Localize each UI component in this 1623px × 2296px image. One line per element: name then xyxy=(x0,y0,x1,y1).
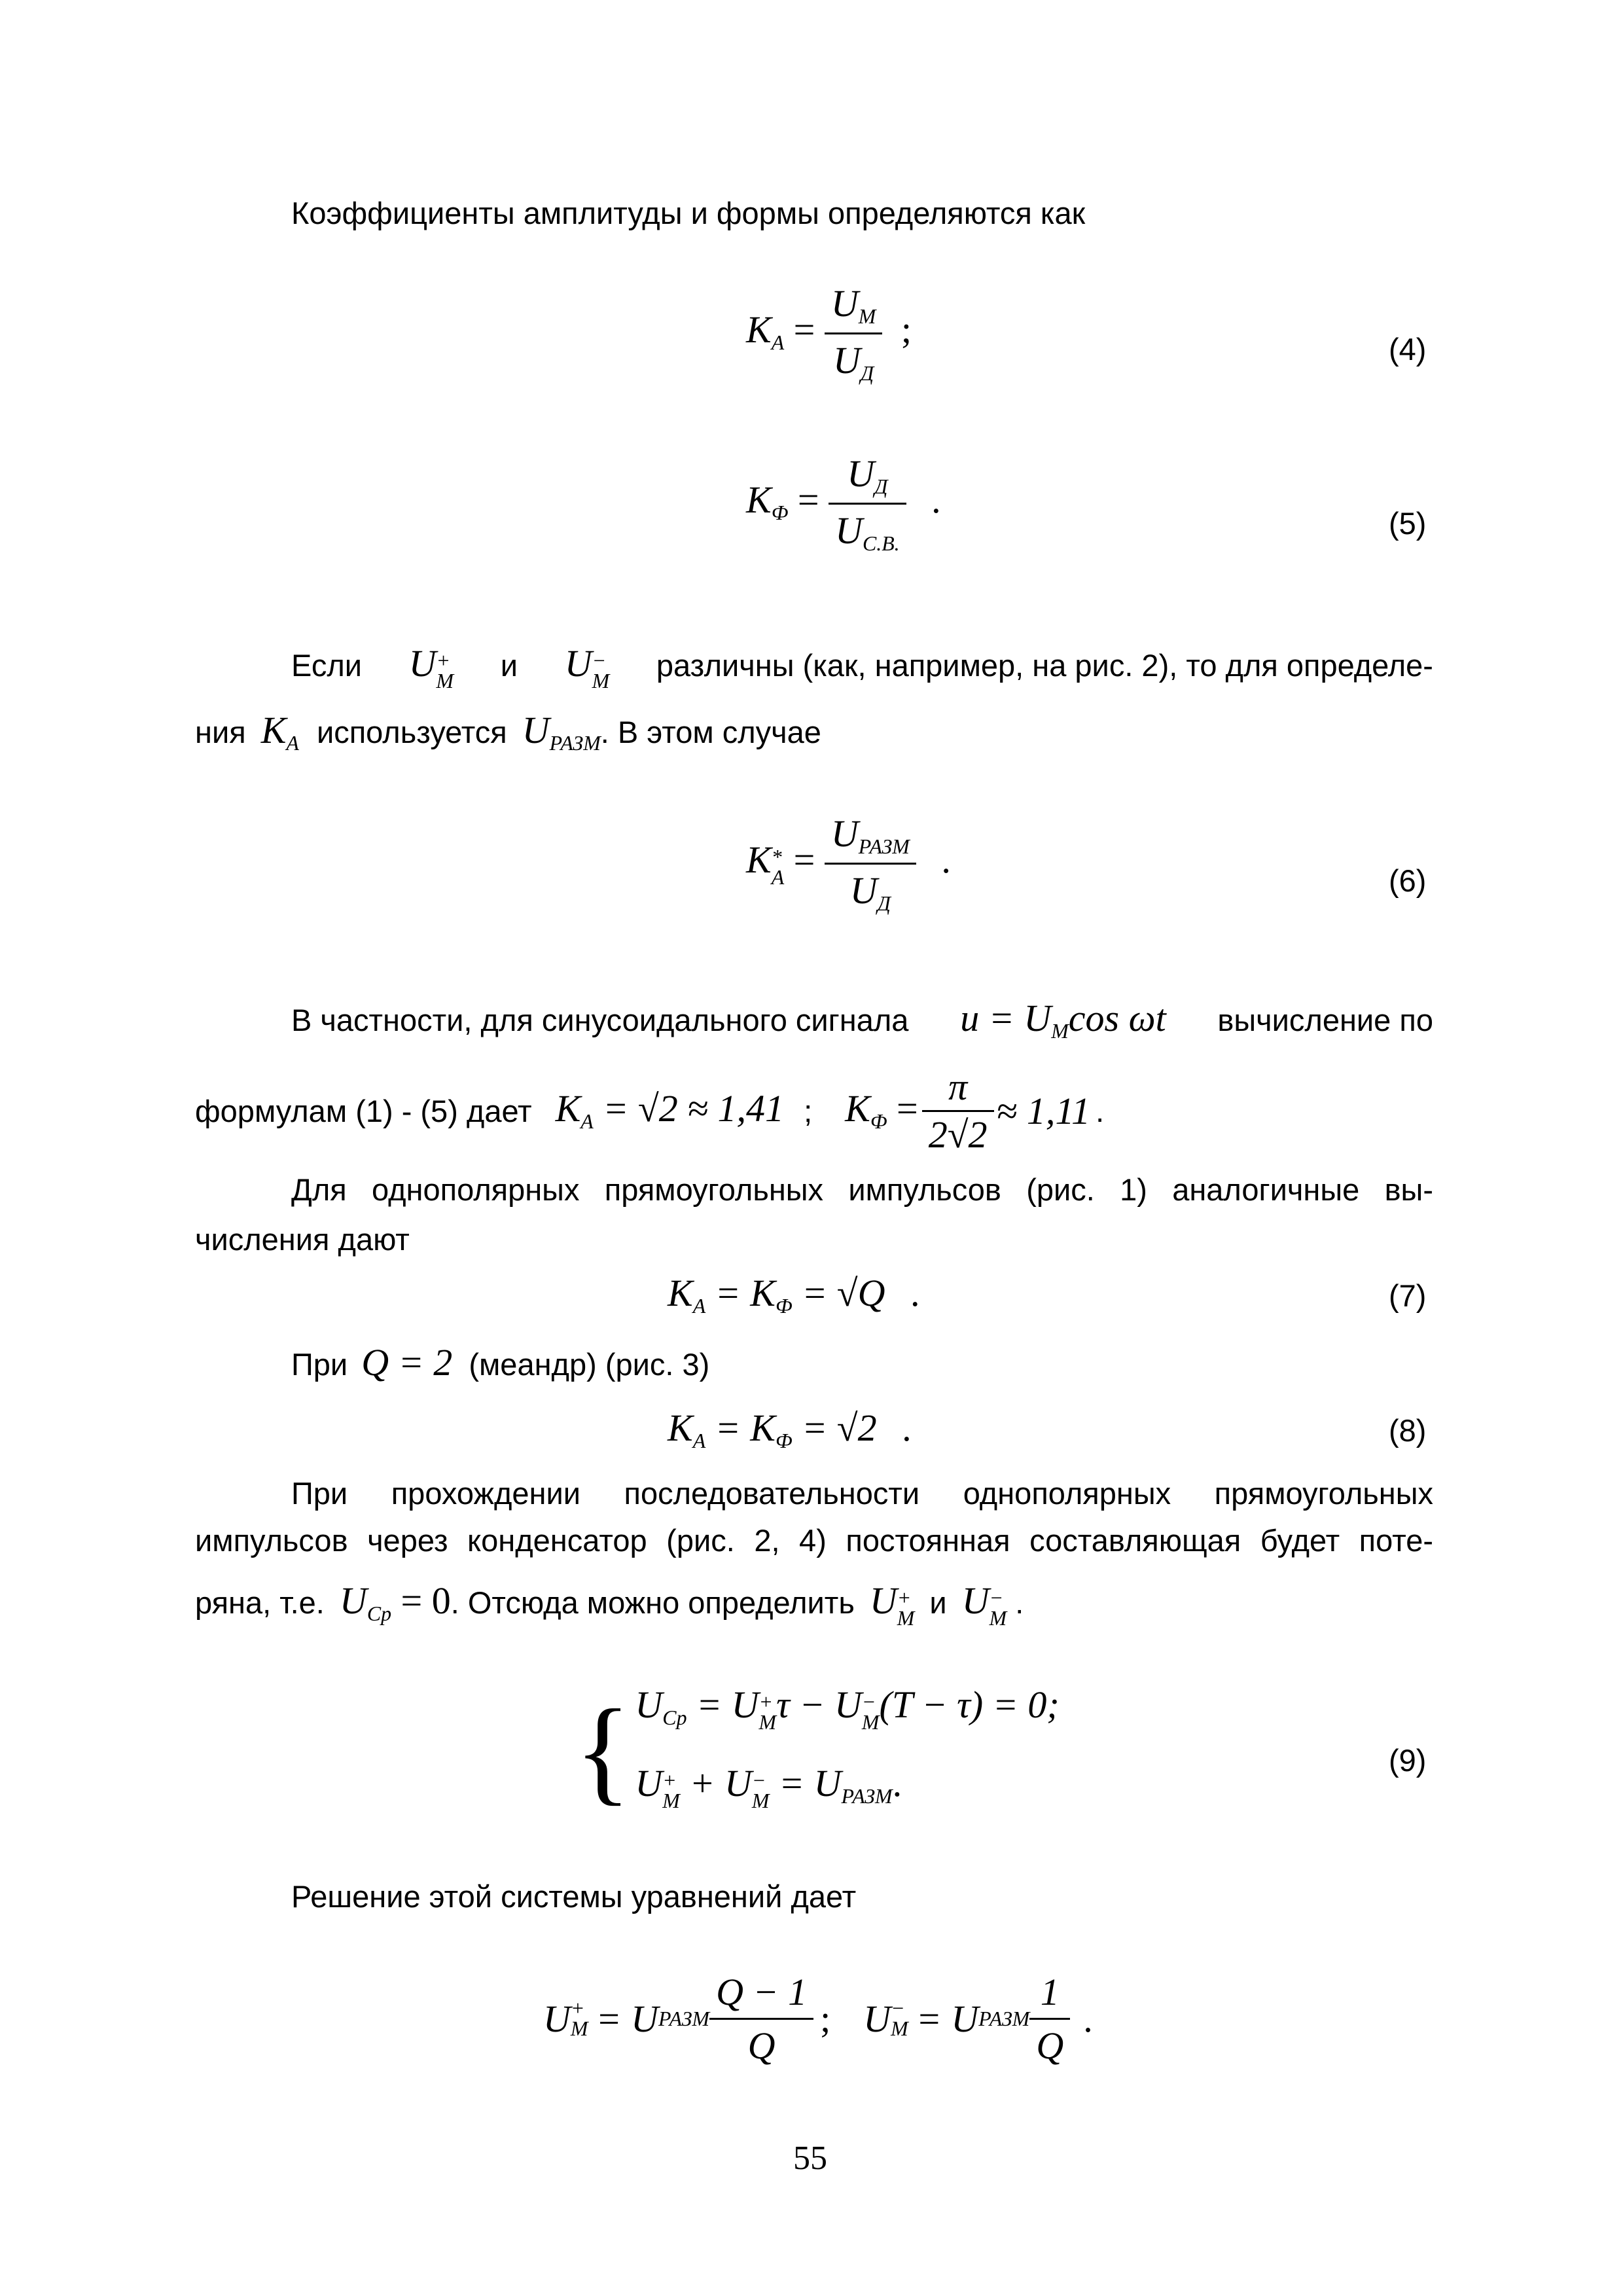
equation-4: $K_А$ = $\frac{U_М}{U_Д}$ ; xyxy=(746,282,912,386)
para2-line1: В частности, для синусоидального сигнала $u = U_М\cos$ ωt вычисление по xyxy=(291,997,1433,1043)
intro-text: Коэффициенты амплитуды и формы определяются как xyxy=(291,196,1086,230)
para1-line1: Если U+ М и U− М различны (как, например, на рис. 2), то для определе- xyxy=(291,642,1433,692)
equation-solution: U + М = U РАЗМ $\frac{Q - 1}{Q}$ ; U − М = U РАЗМ $\frac{1}{Q}$ . xyxy=(543,1971,1093,2067)
para5-line3: ряна, т.е. $U_{Ср} = 0$. Отсюда можно определить U+ М и U− М . xyxy=(195,1579,1024,1630)
para1-line2: ния $K_А$ используется $U_{РАЗМ}$. В этом случае xyxy=(195,709,821,755)
equation-9 xyxy=(575,1672,1060,1829)
para5-line2: импульсов через конденсатор (рис. 2, 4) постоянная составляющая будет поте- xyxy=(195,1523,1433,1558)
equation-9-number: (9) xyxy=(1389,1743,1427,1778)
para2-line2: формулам (1) - (5) дает $K_А = √2 \approx 1,41$ ; $K_Ф$ = $\frac{\pi}{2√2}$ ≈ 1,11 . xyxy=(195,1066,1105,1156)
equation-7-number: (7) xyxy=(1389,1278,1427,1313)
para4: При Q = 2 (меандр) (рис. 3) xyxy=(291,1341,710,1384)
para6: Решение этой системы уравнений дает xyxy=(291,1879,857,1914)
equation-9-line1: $U_{Ср} = U+$ Мτ − U− М(T − τ) = 0; xyxy=(635,1683,1060,1734)
equation-5: $K_Ф$ = $\frac{U_Д}{U_{С.В.}}$ . xyxy=(746,452,941,556)
equation-9-line2: U+ М + U− $М = U_{РАЗМ}$. xyxy=(635,1762,902,1812)
equation-6-number: (6) xyxy=(1389,863,1427,898)
para3-line1: Для однополярных прямоугольных импульсов (рис. 1) аналогичные вы- xyxy=(291,1172,1433,1207)
equation-5-number: (5) xyxy=(1389,506,1427,541)
left-brace: { xyxy=(575,1685,632,1816)
equation-8-number: (8) xyxy=(1389,1413,1427,1448)
equation-7: $K_А = K_Ф = √Q$ . xyxy=(668,1272,920,1318)
page-number: 55 xyxy=(793,2140,827,2177)
para3-line2: числения дают xyxy=(195,1222,410,1257)
para5-line1: При прохождении последовательности однополярных прямоугольных xyxy=(291,1476,1433,1511)
equation-6: K* А = $\frac{U_{РАЗМ}}{U_Д}$ . xyxy=(746,812,951,916)
equation-8: $K_А = K_Ф = √2$ . xyxy=(668,1407,912,1453)
equation-4-number: (4) xyxy=(1389,332,1427,367)
